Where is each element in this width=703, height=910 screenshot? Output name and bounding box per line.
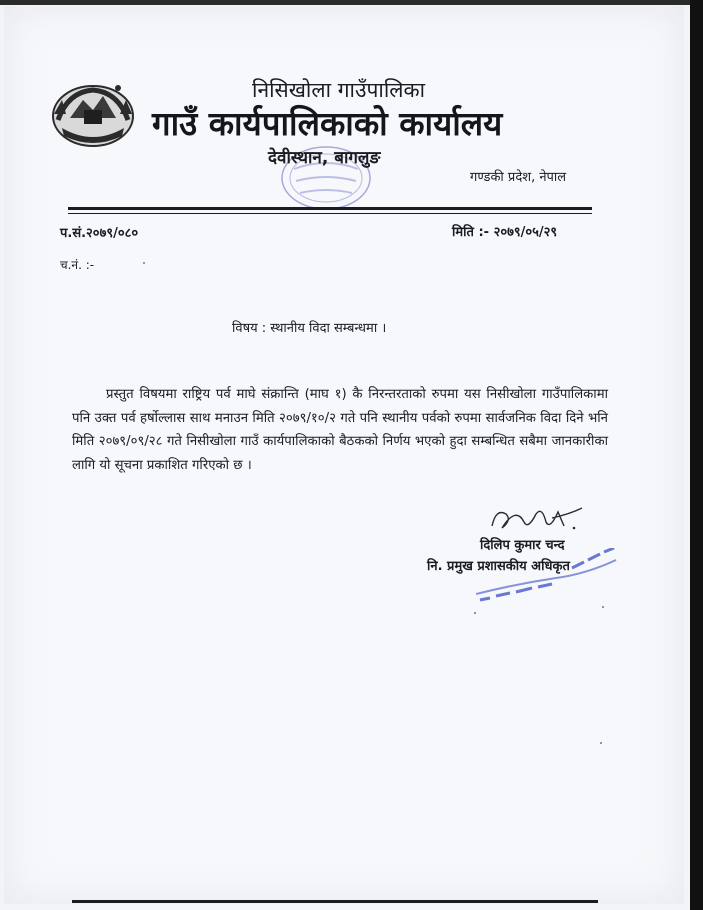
signatory-title: नि. प्रमुख प्रशासकीय अधिकृत <box>427 559 570 574</box>
office-address: देवीस्थान, बागलुङ <box>268 148 381 168</box>
reference-number: प.सं.२०७९/०८० <box>60 226 139 241</box>
emblem-icon <box>48 80 138 150</box>
dispatch-number: च.नं. :- <box>60 258 95 272</box>
scan-top-edge <box>0 0 703 5</box>
scan-right-edge <box>690 0 703 910</box>
letter-date: मिति :- २०७९/०५/२९ <box>452 225 558 240</box>
officer-stamp-icon <box>476 548 626 608</box>
scan-speck <box>474 612 476 614</box>
province-label: गण्डकी प्रदेश, नेपाल <box>470 170 567 185</box>
scan-speck <box>602 606 604 608</box>
office-name: गाउँ कार्यपालिकाको कार्यालय <box>152 104 503 143</box>
scan-speck <box>600 742 602 744</box>
scan-speck <box>143 262 145 264</box>
letter-body: प्रस्तुत विषयमा राष्ट्रिय पर्व माघे संक्रान्ति (माघ १) कै निरन्तरताको रुपमा यस निसीखोला गाउँपालिकामा पनि उक्त पर्व हर्षोल्लास साथ मनाउन मिति २०७९/१०/२ गते पनि स्थानीय पर्वको रुपमा सार्वजनिक विदा दिने भनि मिति २०७९/०९/२८ गते निसीखोला गाउँ कार्यपालिकाको बैठकको निर्णय भएको हुदा सम्बन्धित सबैमा जानकारीका लागि यो सूचना प्रकाशित गरिएको छ । <box>72 387 608 473</box>
signatory-name: दिलिप कुमार चन्द <box>480 538 565 553</box>
footer-divider <box>72 900 598 903</box>
signature-icon <box>486 500 586 540</box>
letter-subject: विषय : स्थानीय विदा सम्बन्धमा । <box>232 321 387 336</box>
header-divider <box>68 207 592 214</box>
municipality-name: निसिखोला गाउँपालिका <box>252 78 426 102</box>
